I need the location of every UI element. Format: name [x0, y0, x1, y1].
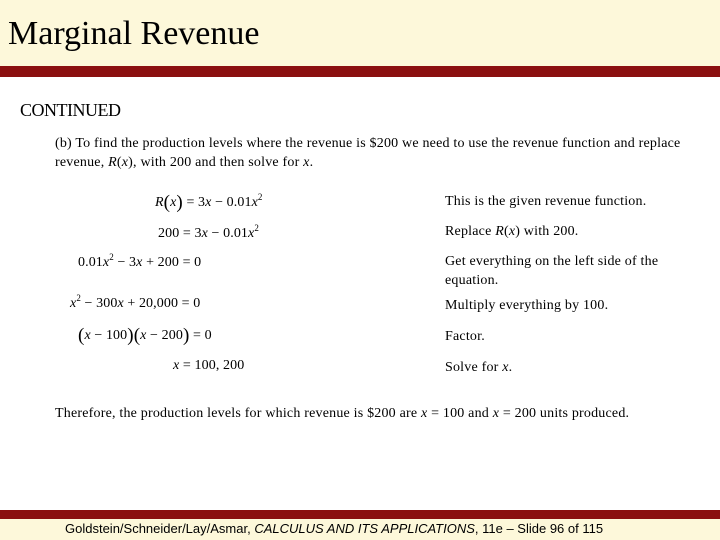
step-note-2 [445, 222, 710, 241]
equation-4: $x^2 - 300x + 20,000 = 0$ [70, 293, 201, 311]
equation-1: $R(x) = 3x - 0.01x^2$ [155, 192, 263, 213]
intro-var-x2: x [303, 155, 310, 170]
step-note-2-x: x [508, 224, 516, 239]
step-note-6-var: x [502, 360, 509, 375]
conclusion-text-2: = 100 and [427, 406, 493, 421]
equation-2: $200 = 3x - 0.01x^2$ [158, 223, 259, 241]
intro-end: . [309, 155, 314, 170]
subheading: CONTINUED [20, 100, 121, 120]
step-note-1: This is the given revenue function. [445, 194, 647, 209]
conclusion-text-1: Therefore, the production levels for which revenue is $200 are [55, 406, 421, 421]
footer-book-title: CALCULUS AND ITS APPLICATIONS [254, 521, 475, 536]
footer-band [0, 519, 720, 540]
step-note-2-end: ) with 200. [515, 224, 579, 239]
step-note-6-end: . [508, 360, 513, 375]
intro-var-x: x [121, 155, 129, 170]
intro-paragraph [55, 134, 695, 172]
conclusion-var-x1: x [420, 406, 428, 421]
step-note-2-paren: ( [503, 224, 509, 239]
title-divider [0, 66, 720, 77]
intro-paren-close: ) [128, 155, 134, 170]
footer-citation [65, 521, 603, 536]
step-note-6-text: Solve for [445, 360, 503, 375]
intro-var-r: R [108, 155, 117, 170]
intro-text-2: , with 200 and then solve for [133, 155, 304, 170]
step-note-5: Factor. [445, 329, 485, 344]
step-note-2-text: Replace [445, 224, 496, 239]
intro-text-1: (b) To find the production levels where the revenue is $200 we need to use the revenue function and replace revenue, [55, 136, 681, 170]
conclusion-var-x2: x [492, 406, 500, 421]
footer-slide-number: , 11e – Slide 96 of 115 [474, 521, 604, 536]
step-note-6 [445, 358, 710, 377]
footer-authors: Goldstein/Schneider/Lay/Asmar, [65, 521, 255, 536]
equation-5: (x − 100)(x − 200) = 0 [78, 325, 212, 346]
step-note-3: Get everything on the left side of the equation. [445, 254, 659, 288]
intro-paren-open: ( [116, 155, 122, 170]
conclusion-text-3: = 200 units produced. [499, 406, 630, 421]
conclusion [55, 406, 629, 422]
step-note-4: Multiply everything by 100. [445, 298, 609, 313]
title-band [0, 0, 720, 66]
slide-title: Marginal Revenue [8, 15, 260, 52]
step-note-2-var: R [495, 224, 504, 239]
footer-divider [0, 510, 720, 519]
equation-6: x = 100, 200 [173, 358, 245, 373]
equation-3: $0.01x^2 - 3x + 200 = 0$ [78, 252, 202, 270]
